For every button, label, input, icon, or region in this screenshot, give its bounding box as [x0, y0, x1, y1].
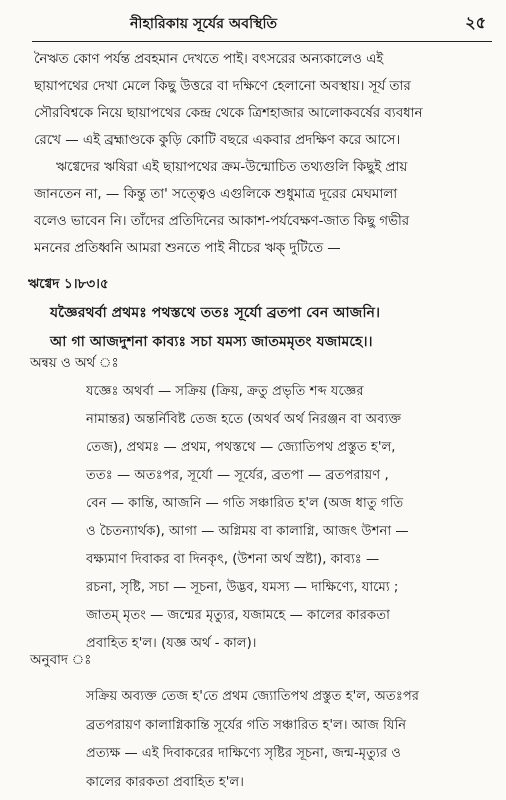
anvaya-heading: অন্বয় ও অর্থ ঃ	[30, 356, 119, 371]
translation-heading: অনুবাদ ঃ	[30, 653, 92, 668]
text-line: জানতেন না, — কিন্তু তা' সত্ত্বেও এগুলিকে শুধুমাত্র দূরের মেঘমালা	[34, 187, 398, 202]
text-line: রেখে — এই ব্রহ্মাণ্ডকে কুড়ি কোটি বছরে একবার প্রদক্ষিণ করে আসে।	[34, 133, 401, 148]
translation-line: সক্রিয় অব্যক্ত তেজ হ'তে প্রথম জ্যোতিপথ প্রস্তুত হ'ল, অতঃপর	[86, 689, 420, 704]
text-line: ঋগ্বেদের ঋষিরা এই ছায়াপথের ক্রম-উন্মোচিত তথ্যগুলি কিছুই প্রায়	[56, 160, 408, 175]
verse-line-1: যজ্ঞৈরথর্বা প্রথমঃ পথস্তথে ততঃ সূর্যো ব্রতপা বেন আজনি।	[50, 305, 381, 321]
gloss-line: প্রবাহিত হ'ল। (যজ্ঞ অর্থ - কাল)।	[86, 636, 257, 651]
paragraph-milky-way-position	[34, 46, 486, 154]
gloss-line: ও চৈতন্যার্থক), আগা — অগ্নিময় বা কালাগ্নি, আজৎ উশনা —	[86, 524, 409, 539]
word-meaning-gloss	[86, 378, 486, 658]
gloss-line: ততঃ — অতঃপর, সূর্যো — সূর্যের, ব্রতপা — ব্রতপরায়ণ ,	[86, 468, 389, 483]
gloss-line: বক্ষ্যমাণ দিবাকর বা দিনকৃৎ, (উশনা অর্থ স্রষ্টা), কাব্যঃ —	[86, 552, 380, 567]
text-line: সৌরবিশ্বকে নিয়ে ছায়াপথের কেন্দ্র থেকে ত্রিশহাজার আলোকবর্ষের ব্যবধান	[34, 106, 423, 121]
text-line: বলেও ভাবেন নি। তাঁদের প্রতিদিনের আকাশ-পর্যবেক্ষণ-জাত কিছু গভীর	[34, 214, 410, 229]
text-line: নৈঋত কোণ পর্যন্ত প্রবহমান দেখতে পাই। বৎসরের অন্যকালেও এই	[34, 52, 384, 67]
page-header	[0, 8, 506, 42]
gloss-line: রচনা, সৃষ্টি, সচা — সূচনা, উদ্ভব, যমস্য — দাক্ষিণ্যে, যাম্যে ;	[86, 580, 399, 595]
translation-text	[86, 683, 486, 797]
rigveda-reference: ঋগ্বেদ ১।৮৩।৫	[28, 276, 109, 292]
gloss-line: বেন — কান্তি, আজনি — গতি সঞ্চারিত হ'ল (অজ ধাতু গতি	[86, 496, 404, 511]
gloss-line: নামান্তর) অন্তর্নিবিষ্ট তেজ হতে (অথর্ব অর্থ নিরঞ্জন বা অব্যক্ত	[86, 412, 402, 427]
gloss-line: জাতম্ মৃতং — জন্মের মৃত্যুর, যজামহে — কালের কারকতা	[86, 608, 390, 623]
text-line: মননের প্রতিধ্বনি আমরা শুনতে পাই নীচের ঋক্ দুটিতে —	[34, 241, 341, 256]
translation-line: ব্রতপরায়ণ কালাগ্নিকান্তি সূর্যের গতি সঞ্চারিত হ'ল। আজ যিনি	[86, 717, 407, 733]
header-rule	[32, 41, 492, 42]
translation-line: প্রত্যক্ষ — এই দিবাকরের দাক্ষিণ্যে সৃষ্টির সূচনা, জন্ম-মৃত্যুর ও	[86, 746, 401, 761]
translation-line: কালের কারকতা প্রবাহিত হ'ল।	[86, 774, 244, 790]
page-number: ২৫	[465, 13, 486, 32]
text-line: ছায়াপথের দেখা মেলে কিছু উত্তরে বা দক্ষিণে হেলানো অবস্থায়। সূর্য তার	[34, 79, 411, 94]
verse-line-2: আ গা আজদুশনা কাব্যঃ সচা যমস্য জাতমমৃতং যজামহে।।	[50, 334, 373, 350]
gloss-line: তেজ), প্রথমঃ — প্রথম, পথস্তথে — জ্যোতিপথ প্রস্তুত হ'ল,	[86, 440, 396, 455]
running-title: নীহারিকায় সূর্যের অবস্থিতি	[130, 16, 278, 32]
paragraph-rigveda-sages	[34, 154, 486, 262]
gloss-line: যজ্ঞেঃ অথর্বা — সক্রিয় (ক্রিয়, ক্রতু প্রভৃতি শব্দ যজ্ঞের	[86, 384, 364, 399]
